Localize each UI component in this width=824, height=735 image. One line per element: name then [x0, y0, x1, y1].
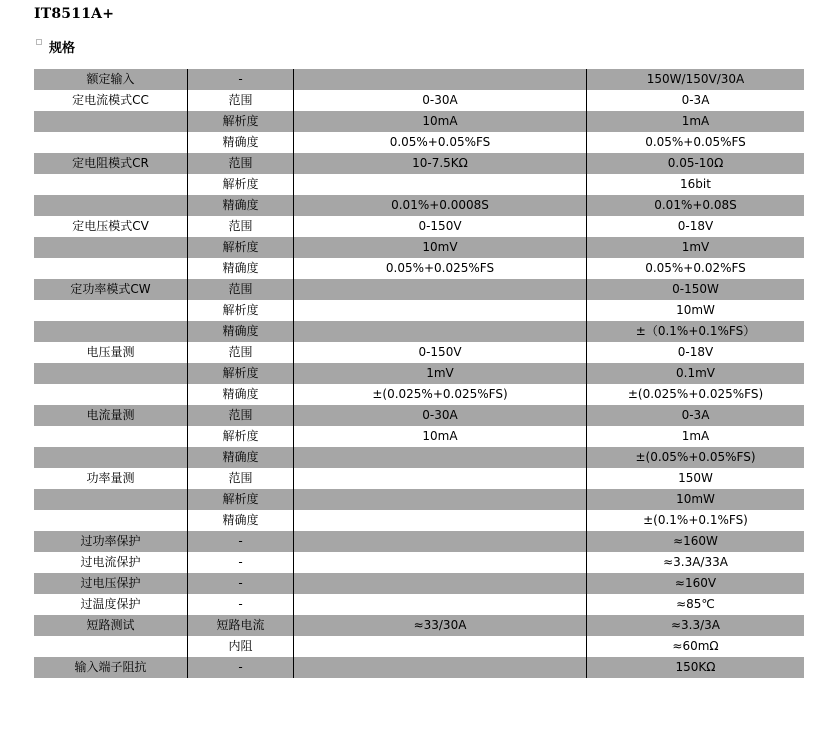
- item-cell: 精确度: [188, 195, 294, 216]
- table-row: [34, 426, 804, 447]
- table-row: [34, 153, 804, 174]
- range-high-cell: ±(0.025%+0.025%FS): [294, 384, 587, 405]
- range-low-cell: 1mA: [587, 426, 805, 447]
- table-row: [34, 237, 804, 258]
- table-row: [34, 90, 804, 111]
- item-cell: 精确度: [188, 510, 294, 531]
- range-high-cell: [294, 468, 587, 489]
- range-low-cell: ≈60mΩ: [587, 636, 805, 657]
- table-row: [34, 111, 804, 132]
- range-high-cell: [294, 531, 587, 552]
- param-cell: 电压量测: [34, 342, 188, 363]
- item-cell: 范围: [188, 342, 294, 363]
- range-low-cell: ±(0.05%+0.05%FS): [587, 447, 805, 468]
- item-cell: 精确度: [188, 384, 294, 405]
- range-high-cell: [294, 321, 587, 342]
- item-cell: 精确度: [188, 258, 294, 279]
- param-cell: 过电流保护: [34, 552, 188, 573]
- table-row: [34, 447, 804, 468]
- item-cell: -: [188, 573, 294, 594]
- table-row: [34, 615, 804, 636]
- range-low-cell: 150KΩ: [587, 657, 805, 678]
- param-cell: 输入端子阻抗: [34, 657, 188, 678]
- item-cell: 精确度: [188, 321, 294, 342]
- range-low-cell: 150W/150V/30A: [587, 69, 805, 90]
- param-cell: [34, 237, 188, 258]
- range-high-cell: [294, 594, 587, 615]
- item-cell: -: [188, 69, 294, 90]
- item-cell: 范围: [188, 468, 294, 489]
- item-cell: -: [188, 594, 294, 615]
- range-high-cell: 0.01%+0.0008S: [294, 195, 587, 216]
- param-cell: 短路测试: [34, 615, 188, 636]
- item-cell: 范围: [188, 405, 294, 426]
- item-cell: 内阻: [188, 636, 294, 657]
- param-cell: [34, 636, 188, 657]
- param-cell: 过电压保护: [34, 573, 188, 594]
- range-high-cell: 0-150V: [294, 342, 587, 363]
- table-row: [34, 216, 804, 237]
- item-cell: 范围: [188, 90, 294, 111]
- range-low-cell: 150W: [587, 468, 805, 489]
- table-row: [34, 195, 804, 216]
- spec-table: [34, 69, 804, 678]
- item-cell: 解析度: [188, 426, 294, 447]
- item-cell: 范围: [188, 216, 294, 237]
- item-cell: 精确度: [188, 132, 294, 153]
- range-low-cell: 0.05-10Ω: [587, 153, 805, 174]
- param-cell: 过温度保护: [34, 594, 188, 615]
- item-cell: 精确度: [188, 447, 294, 468]
- range-high-cell: 10mA: [294, 111, 587, 132]
- range-high-cell: [294, 657, 587, 678]
- param-cell: [34, 426, 188, 447]
- range-high-cell: 0-150V: [294, 216, 587, 237]
- range-low-cell: 0.05%+0.02%FS: [587, 258, 805, 279]
- item-cell: 解析度: [188, 300, 294, 321]
- range-high-cell: [294, 174, 587, 195]
- table-row: [34, 468, 804, 489]
- table-row: [34, 384, 804, 405]
- range-high-cell: [294, 510, 587, 531]
- item-cell: -: [188, 657, 294, 678]
- range-low-cell: ±（0.1%+0.1%FS）: [587, 321, 805, 342]
- page-title: IT8511A+: [34, 6, 115, 22]
- table-row: [34, 258, 804, 279]
- param-cell: 电流量测: [34, 405, 188, 426]
- range-high-cell: [294, 489, 587, 510]
- param-cell: 定电压模式CV: [34, 216, 188, 237]
- item-cell: 范围: [188, 279, 294, 300]
- range-low-cell: ≈160W: [587, 531, 805, 552]
- param-cell: [34, 195, 188, 216]
- item-cell: 短路电流: [188, 615, 294, 636]
- section-header: [36, 38, 75, 54]
- param-cell: [34, 447, 188, 468]
- table-row: [34, 174, 804, 195]
- range-high-cell: 1mV: [294, 363, 587, 384]
- range-high-cell: 10mA: [294, 426, 587, 447]
- table-row: [34, 69, 804, 90]
- range-low-cell: 0-18V: [587, 216, 805, 237]
- range-high-cell: 0.05%+0.025%FS: [294, 258, 587, 279]
- item-cell: 解析度: [188, 363, 294, 384]
- item-cell: 解析度: [188, 489, 294, 510]
- item-cell: 范围: [188, 153, 294, 174]
- param-cell: 定电阻模式CR: [34, 153, 188, 174]
- table-row: [34, 657, 804, 678]
- range-low-cell: 0.05%+0.05%FS: [587, 132, 805, 153]
- table-row: [34, 510, 804, 531]
- param-cell: [34, 111, 188, 132]
- range-high-cell: 10mV: [294, 237, 587, 258]
- param-cell: [34, 174, 188, 195]
- spec-table-body: [34, 69, 804, 678]
- range-low-cell: 1mA: [587, 111, 805, 132]
- param-cell: [34, 258, 188, 279]
- range-high-cell: [294, 636, 587, 657]
- table-row: [34, 363, 804, 384]
- table-row: [34, 636, 804, 657]
- table-row: [34, 531, 804, 552]
- param-cell: [34, 489, 188, 510]
- table-row: [34, 279, 804, 300]
- range-high-cell: [294, 447, 587, 468]
- range-low-cell: 0-3A: [587, 90, 805, 111]
- table-row: [34, 552, 804, 573]
- param-cell: 定功率模式CW: [34, 279, 188, 300]
- table-row: [34, 342, 804, 363]
- range-high-cell: [294, 300, 587, 321]
- table-row: [34, 594, 804, 615]
- range-low-cell: 0-18V: [587, 342, 805, 363]
- range-high-cell: [294, 279, 587, 300]
- table-row: [34, 405, 804, 426]
- param-cell: [34, 384, 188, 405]
- range-low-cell: ≈3.3A/33A: [587, 552, 805, 573]
- range-high-cell: 10-7.5KΩ: [294, 153, 587, 174]
- range-low-cell: 0-150W: [587, 279, 805, 300]
- item-cell: -: [188, 531, 294, 552]
- range-high-cell: [294, 69, 587, 90]
- range-high-cell: ≈33/30A: [294, 615, 587, 636]
- range-low-cell: ±(0.1%+0.1%FS): [587, 510, 805, 531]
- table-row: [34, 489, 804, 510]
- range-high-cell: 0-30A: [294, 90, 587, 111]
- bullet-icon: [36, 39, 42, 45]
- param-cell: 功率量测: [34, 468, 188, 489]
- param-cell: [34, 363, 188, 384]
- section-title: 规格: [49, 40, 76, 56]
- table-row: [34, 321, 804, 342]
- range-low-cell: ±(0.025%+0.025%FS): [587, 384, 805, 405]
- table-row: [34, 573, 804, 594]
- range-low-cell: 0.01%+0.08S: [587, 195, 805, 216]
- range-high-cell: 0-30A: [294, 405, 587, 426]
- range-low-cell: 0-3A: [587, 405, 805, 426]
- range-low-cell: 16bit: [587, 174, 805, 195]
- table-row: [34, 300, 804, 321]
- item-cell: -: [188, 552, 294, 573]
- param-cell: 定电流模式CC: [34, 90, 188, 111]
- range-low-cell: 10mW: [587, 300, 805, 321]
- range-high-cell: 0.05%+0.05%FS: [294, 132, 587, 153]
- param-cell: 过功率保护: [34, 531, 188, 552]
- param-cell: [34, 300, 188, 321]
- range-low-cell: ≈3.3/3A: [587, 615, 805, 636]
- range-high-cell: [294, 573, 587, 594]
- param-cell: [34, 132, 188, 153]
- range-low-cell: ≈160V: [587, 573, 805, 594]
- param-cell: 额定输入: [34, 69, 188, 90]
- item-cell: 解析度: [188, 174, 294, 195]
- range-low-cell: 1mV: [587, 237, 805, 258]
- range-low-cell: 10mW: [587, 489, 805, 510]
- item-cell: 解析度: [188, 237, 294, 258]
- param-cell: [34, 321, 188, 342]
- item-cell: 解析度: [188, 111, 294, 132]
- param-cell: [34, 510, 188, 531]
- range-low-cell: 0.1mV: [587, 363, 805, 384]
- range-high-cell: [294, 552, 587, 573]
- table-row: [34, 132, 804, 153]
- range-low-cell: ≈85℃: [587, 594, 805, 615]
